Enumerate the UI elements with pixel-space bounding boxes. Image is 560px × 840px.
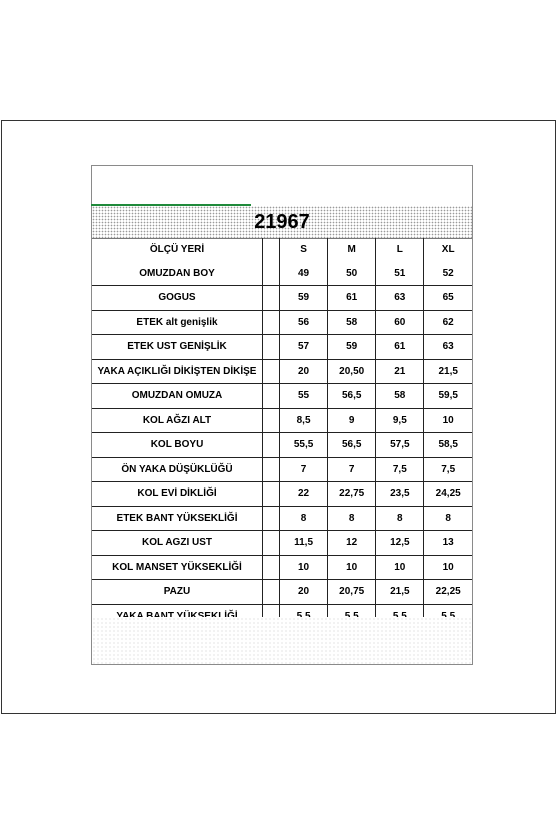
table-row (92, 359, 472, 384)
size-l-cell: 12,5 (376, 531, 424, 556)
measure-name-cell: KOL EVİ DİKLİĞİ (92, 482, 263, 507)
measure-name-cell: GOGUS (92, 286, 263, 311)
size-m-cell: 20,50 (328, 359, 376, 384)
size-s-cell: 22 (280, 482, 328, 507)
spacer-cell (263, 384, 280, 409)
size-m-cell: 12 (328, 531, 376, 556)
size-l-cell: 57,5 (376, 433, 424, 458)
size-m-cell: 56,5 (328, 384, 376, 409)
size-s-cell: 55,5 (280, 433, 328, 458)
spacer-cell (263, 482, 280, 507)
size-m-cell: 10 (328, 555, 376, 580)
measure-name-cell: ETEK UST GENİŞLİK (92, 335, 263, 360)
size-l-cell: 63 (376, 286, 424, 311)
size-s-cell: 8,5 (280, 408, 328, 433)
spacer-cell (263, 335, 280, 360)
size-s-cell: 7 (280, 457, 328, 482)
size-l-cell: 51 (376, 262, 424, 286)
table-row (92, 310, 472, 335)
size-l-cell: 23,5 (376, 482, 424, 507)
measure-name-cell: ETEK alt genişlik (92, 310, 263, 335)
spacer-cell (263, 555, 280, 580)
size-l-cell: 21 (376, 359, 424, 384)
size-s-cell: 20 (280, 359, 328, 384)
size-s-cell: 8 (280, 506, 328, 531)
table-row (92, 384, 472, 409)
table-row (92, 506, 472, 531)
spacer-cell (263, 408, 280, 433)
size-xl-cell: 22,25 (424, 580, 472, 605)
size-m-cell: 59 (328, 335, 376, 360)
size-l-cell: 8 (376, 506, 424, 531)
size-xl-cell: 10 (424, 408, 472, 433)
column-header-l: L (376, 238, 424, 262)
size-s-cell: 49 (280, 262, 328, 286)
size-m-cell: 9 (328, 408, 376, 433)
measure-name-cell: KOL BOYU (92, 433, 263, 458)
size-xl-cell: 24,25 (424, 482, 472, 507)
table-row (92, 408, 472, 433)
size-xl-cell: 7,5 (424, 457, 472, 482)
empty-footer-area (92, 617, 472, 664)
size-m-cell: 8 (328, 506, 376, 531)
table-row (92, 457, 472, 482)
measure-name-cell: YAKA AÇIKLIĞI DİKİŞTEN DİKİŞE (92, 359, 263, 384)
size-s-cell: 55 (280, 384, 328, 409)
size-m-cell: 20,75 (328, 580, 376, 605)
size-xl-cell: 10 (424, 555, 472, 580)
size-l-cell: 7,5 (376, 457, 424, 482)
size-s-cell: 57 (280, 335, 328, 360)
size-xl-cell: 52 (424, 262, 472, 286)
spacer-cell (263, 262, 280, 286)
spacer-cell (263, 433, 280, 458)
spacer-cell (263, 359, 280, 384)
size-table (92, 238, 472, 654)
product-code: 21967 (254, 211, 310, 233)
measure-name-cell: ÖN YAKA DÜŞÜKLÜĞÜ (92, 457, 263, 482)
size-l-cell: 58 (376, 384, 424, 409)
measure-name-cell: OMUZDAN OMUZA (92, 384, 263, 409)
size-l-cell: 61 (376, 335, 424, 360)
measure-name-cell: KOL AĞZI ALT (92, 408, 263, 433)
spacer-cell (263, 580, 280, 605)
size-xl-cell: 63 (424, 335, 472, 360)
table-row (92, 262, 472, 286)
measure-name-cell: KOL MANSET YÜKSEKLİĞİ (92, 555, 263, 580)
measure-name-cell: PAZU (92, 580, 263, 605)
size-s-cell: 56 (280, 310, 328, 335)
measure-name-cell: ETEK BANT YÜKSEKLİĞİ (92, 506, 263, 531)
column-header-m: M (328, 238, 376, 262)
table-row (92, 555, 472, 580)
table-header-row (92, 238, 472, 262)
size-xl-cell: 62 (424, 310, 472, 335)
column-header-s: S (280, 238, 328, 262)
size-m-cell: 61 (328, 286, 376, 311)
table-row (92, 433, 472, 458)
spacer-cell (263, 310, 280, 335)
table-row (92, 335, 472, 360)
size-m-cell: 22,75 (328, 482, 376, 507)
size-m-cell: 56,5 (328, 433, 376, 458)
size-l-cell: 60 (376, 310, 424, 335)
size-s-cell: 20 (280, 580, 328, 605)
measure-name-cell: OMUZDAN BOY (92, 262, 263, 286)
size-xl-cell: 59,5 (424, 384, 472, 409)
size-xl-cell: 21,5 (424, 359, 472, 384)
size-s-cell: 11,5 (280, 531, 328, 556)
size-l-cell: 9,5 (376, 408, 424, 433)
size-m-cell: 50 (328, 262, 376, 286)
size-xl-cell: 58,5 (424, 433, 472, 458)
size-m-cell: 7 (328, 457, 376, 482)
spacer-cell (263, 506, 280, 531)
table-row (92, 482, 472, 507)
table-row (92, 531, 472, 556)
size-xl-cell: 8 (424, 506, 472, 531)
size-l-cell: 10 (376, 555, 424, 580)
size-s-cell: 10 (280, 555, 328, 580)
table-row (92, 580, 472, 605)
size-m-cell: 58 (328, 310, 376, 335)
size-xl-cell: 13 (424, 531, 472, 556)
spacer-cell (263, 286, 280, 311)
measure-name-cell: KOL AGZI UST (92, 531, 263, 556)
size-s-cell: 59 (280, 286, 328, 311)
spacer-cell (263, 457, 280, 482)
spacer-cell (263, 238, 280, 262)
table-row (92, 286, 472, 311)
column-header-measure: ÖLÇÜ YERİ (92, 238, 263, 262)
size-l-cell: 21,5 (376, 580, 424, 605)
size-xl-cell: 65 (424, 286, 472, 311)
column-header-xl: XL (441, 244, 455, 256)
spacer-cell (263, 531, 280, 556)
